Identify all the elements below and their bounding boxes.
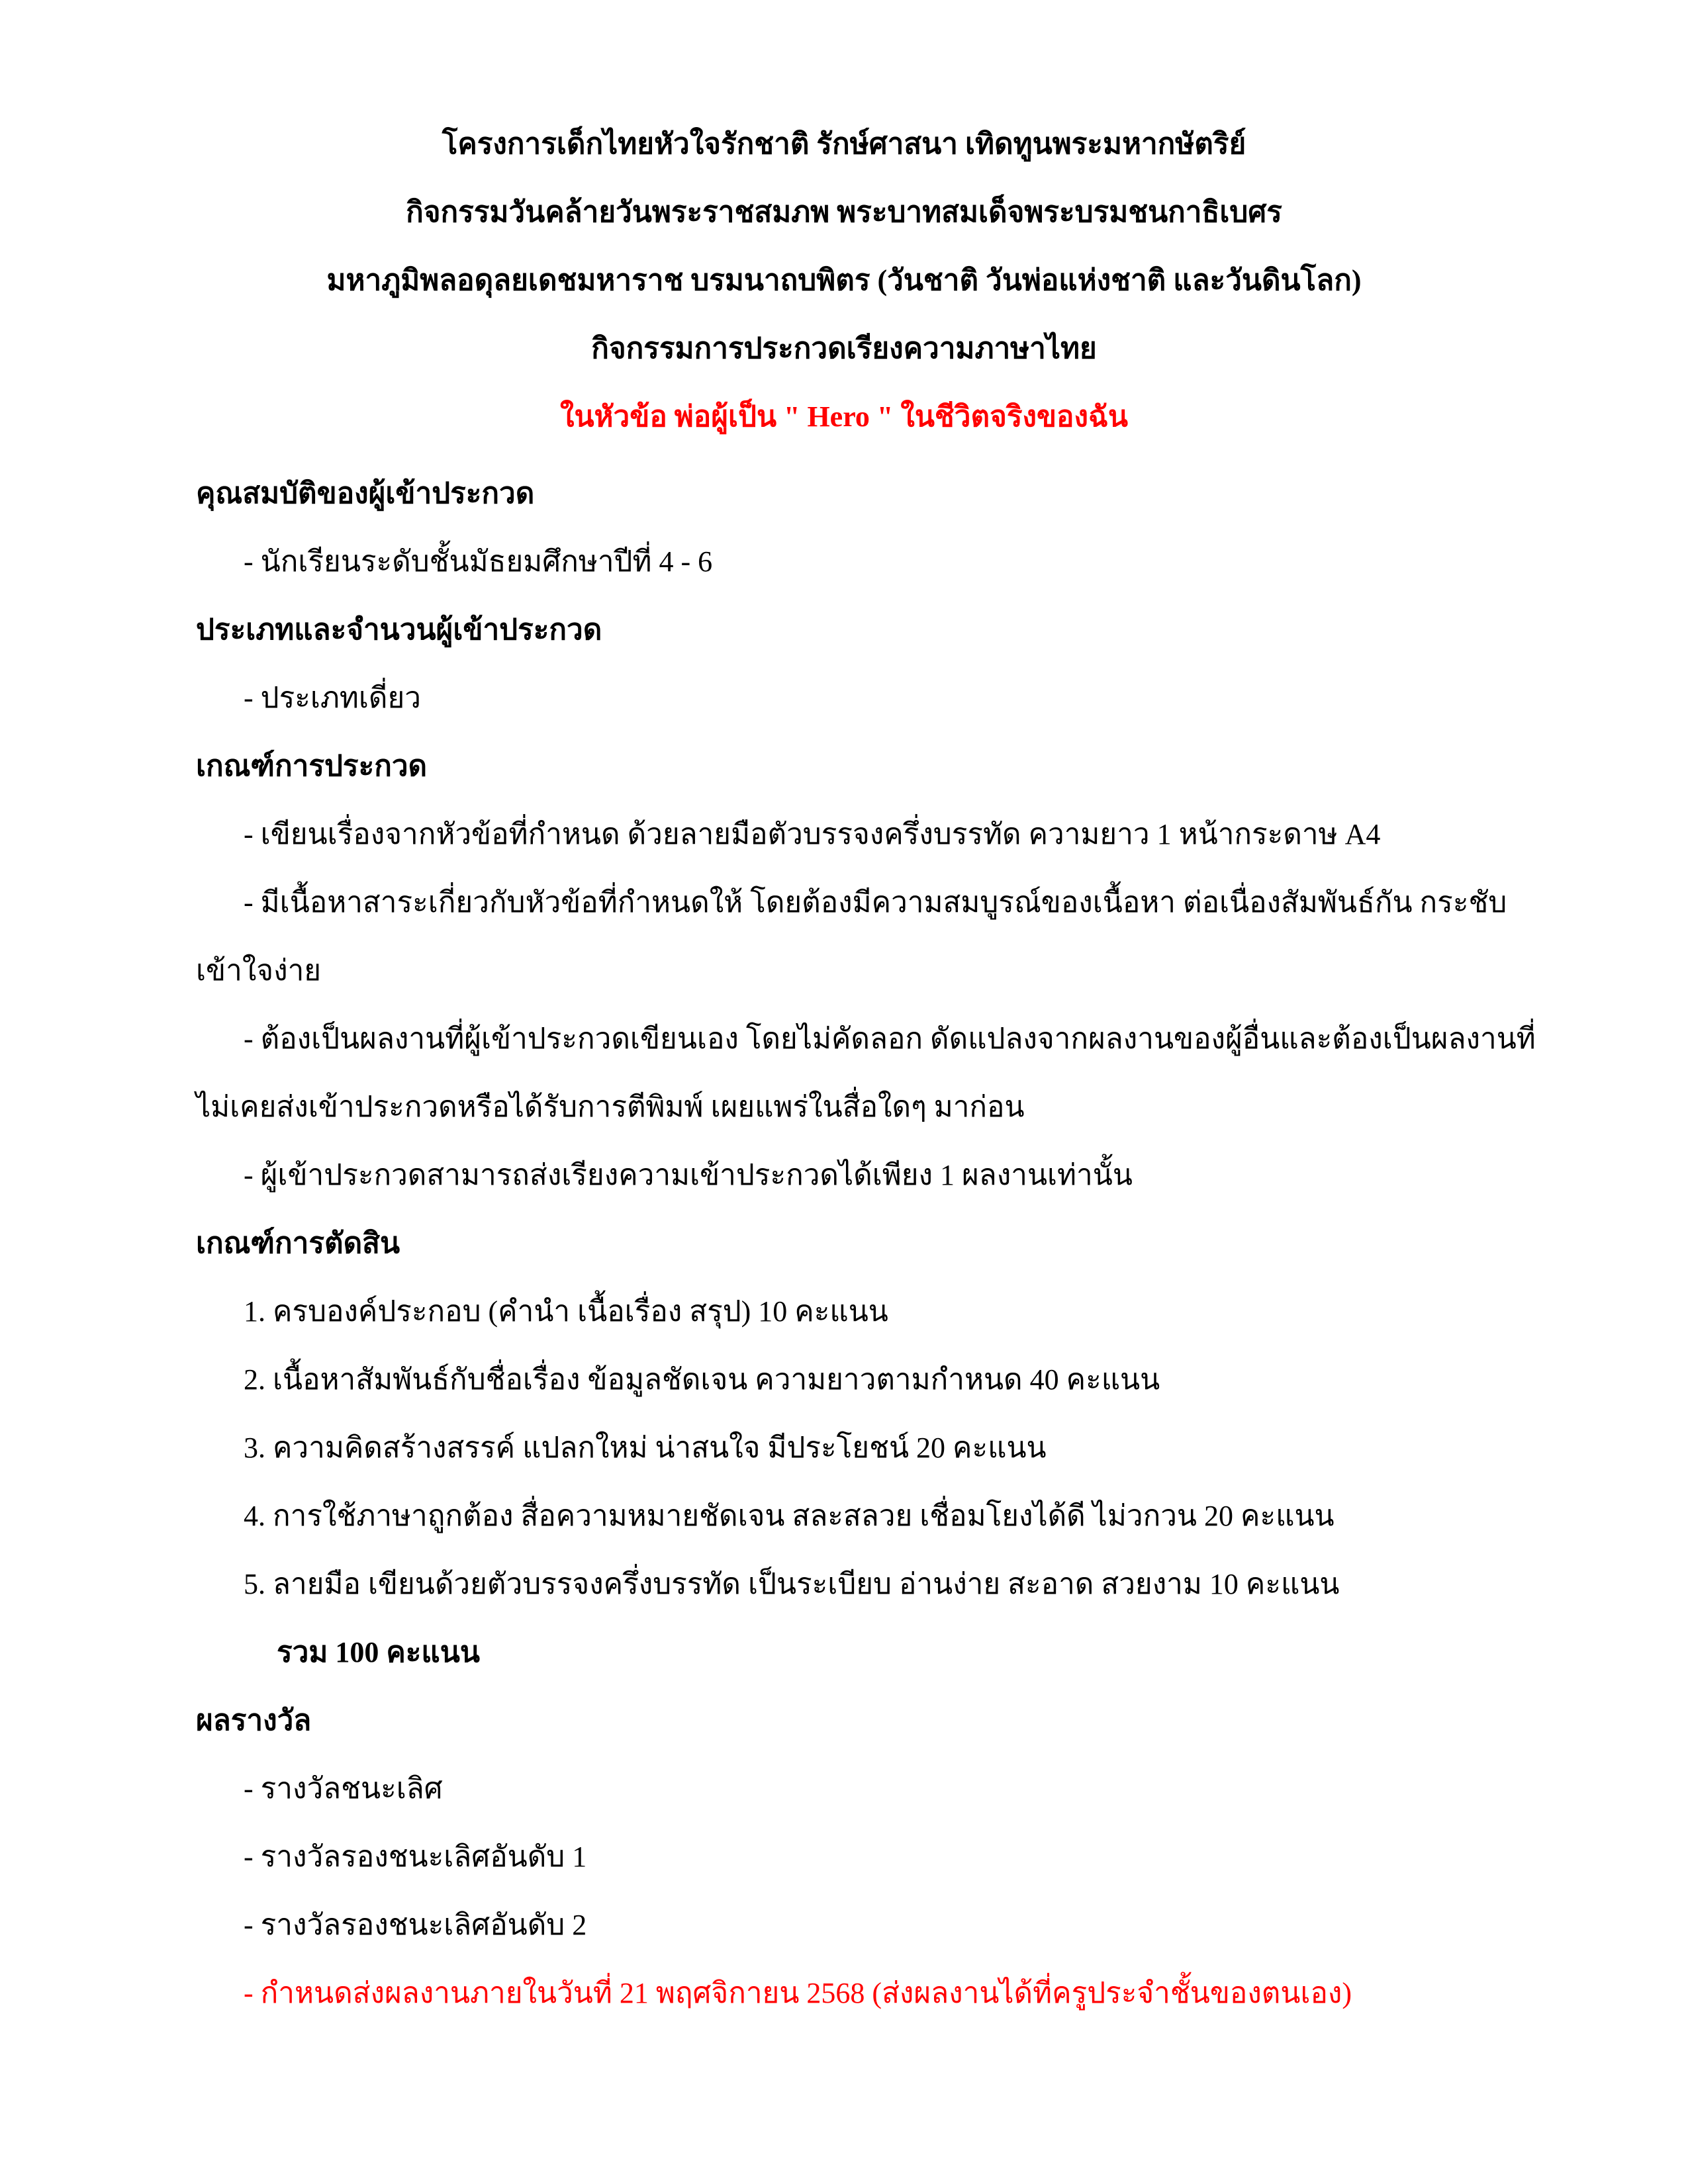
criteria-item-continuation: เข้าใจง่าย (196, 954, 322, 987)
criteria-item: - มีเนื้อหาสาระเกี่ยวกับหัวข้อที่กำหนดให้ โดยต้องมีความสมบูรณ์ของเนื้อหา ต่อเนื่องสัมพันธ์กัน กระชับ (244, 886, 1507, 919)
criteria-item: - ผู้เข้าประกวดสามารถส่งเรียงความเข้าประกวดได้เพียง 1 ผลงานเท่านั้น (244, 1159, 1133, 1191)
qualifications-heading: คุณสมบัติของผู้เข้าประกวด (196, 477, 535, 510)
title-line-3: มหาภูมิพลอดุลยเดชมหาราช บรมนาถบพิตร (วันชาติ วันพ่อแห่งชาติ และวันดินโลก) (326, 264, 1362, 296)
judging-item: 3. ความคิดสร้างสรรค์ แปลกใหม่ น่าสนใจ มีประโยชน์ 20 คะแนน (244, 1432, 1047, 1464)
judging-item: 2. เนื้อหาสัมพันธ์กับชื่อเรื่อง ข้อมูลชัดเจน ความยาวตามกำหนด 40 คะแนน (244, 1363, 1160, 1396)
judging-total: รวม 100 คะแนน (277, 1636, 480, 1668)
title-line-1: โครงการเด็กไทยหัวใจรักชาติ รักษ์ศาสนา เทิดทูนพระมหากษัตริย์ (442, 128, 1246, 160)
title-line-2: กิจกรรมวันคล้ายวันพระราชสมภพ พระบาทสมเด็จพระบรมชนกาธิเบศร (406, 196, 1282, 228)
award-item: - รางวัลชนะเลิศ (244, 1772, 443, 1805)
judging-heading: เกณฑ์การตัดสิน (196, 1227, 400, 1259)
judging-item: 4. การใช้ภาษาถูกต้อง สื่อความหมายชัดเจน สละสลวย เชื่อมโยงได้ดี ไม่วกวน 20 คะแนน (244, 1500, 1335, 1532)
category-item: - ประเภทเดี่ยว (244, 682, 421, 714)
award-item: - รางวัลรองชนะเลิศอันดับ 2 (244, 1909, 587, 1941)
criteria-item-continuation: ไม่เคยส่งเข้าประกวดหรือได้รับการตีพิมพ์ เผยแพร่ในสื่อใดๆ มาก่อน (196, 1091, 1025, 1123)
awards-heading: ผลรางวัล (196, 1704, 312, 1737)
deadline-line: - กำหนดส่งผลงานภายในวันที่ 21 พฤศจิกายน 2568 (ส่งผลงานได้ที่ครูประจำชั้นของตนเอง) (244, 1977, 1352, 2009)
criteria-heading: เกณฑ์การประกวด (196, 750, 428, 782)
criteria-item: - เขียนเรื่องจากหัวข้อที่กำหนด ด้วยลายมือตัวบรรจงครึ่งบรรทัด ความยาว 1 หน้ากระดาษ A4 (244, 818, 1381, 850)
qualification-item: - นักเรียนระดับชั้นมัธยมศึกษาปีที่ 4 - 6 (244, 545, 713, 578)
title-line-4: กิจกรรมการประกวดเรียงความภาษาไทย (591, 332, 1097, 365)
award-item: - รางวัลรองชนะเลิศอันดับ 1 (244, 1841, 587, 1873)
judging-item: 5. ลายมือ เขียนด้วยตัวบรรจงครึ่งบรรทัด เป็นระเบียบ อ่านง่าย สะอาด สวยงาม 10 คะแนน (244, 1568, 1340, 1600)
topic-line: ในหัวข้อ พ่อผู้เป็น " Hero " ในชีวิตจริงของฉัน (559, 400, 1129, 433)
judging-item: 1. ครบองค์ประกอบ (คำนำ เนื้อเรื่อง สรุป) 10 คะแนน (244, 1295, 888, 1328)
criteria-item: - ต้องเป็นผลงานที่ผู้เข้าประกวดเขียนเอง โดยไม่คัดลอก ดัดแปลงจากผลงานของผู้อื่นและต้องเป็นผลงานที่ (244, 1023, 1536, 1055)
category-heading: ประเภทและจำนวนผู้เข้าประกวด (196, 614, 602, 646)
